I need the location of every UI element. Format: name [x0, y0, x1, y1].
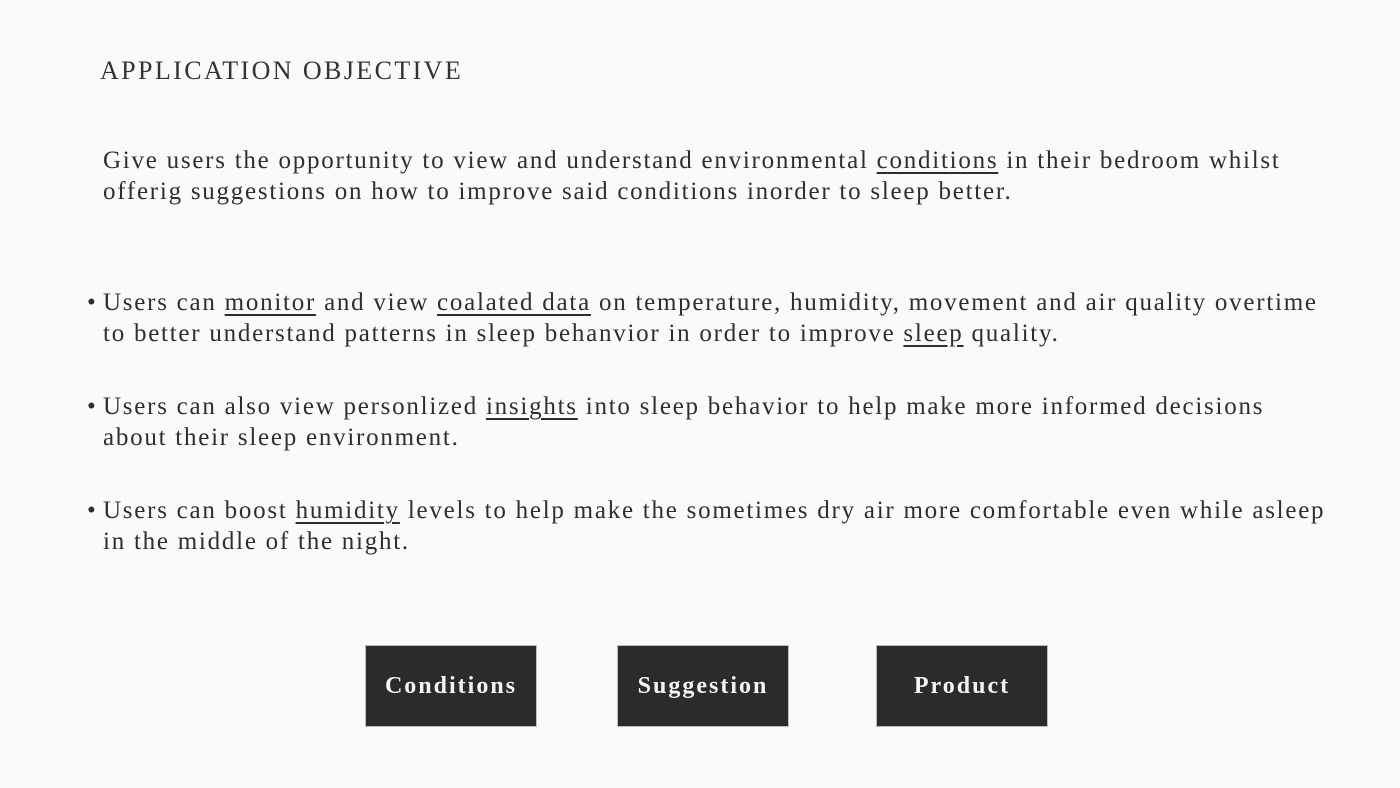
list-item: [87, 288, 1333, 349]
sleep-link[interactable]: sleep: [903, 319, 964, 347]
coalated-data-link[interactable]: coalated data: [437, 289, 591, 316]
conditions-button[interactable]: Conditions: [365, 645, 537, 727]
bullet-text: quality.: [963, 319, 1060, 347]
bullet-text: Users can also view personlized: [103, 393, 486, 420]
conditions-link[interactable]: conditions: [876, 147, 999, 174]
bullet-icon: •: [87, 393, 98, 420]
bullet-icon: •: [87, 497, 98, 524]
bullet-text: on temperature, humidity, movement and air quality overtime to better understand patterns in sleep behanvior in order to improve: [103, 289, 1318, 347]
suggestion-button[interactable]: Suggestion: [617, 645, 789, 727]
bullet-text: levels to help make the sometimes dry air more comfortable even while asleep in the middle of the night.: [103, 497, 1326, 555]
bullet-text: Users can boost: [103, 497, 296, 524]
list-item: [87, 496, 1333, 557]
list-item: [87, 392, 1333, 453]
intro-text: in their bedroom whilst offerig suggestions on how to improve said conditions inorder to sleep better.: [103, 147, 1281, 205]
bullet-icon: •: [87, 289, 98, 316]
bullet-text: Users can: [103, 289, 225, 316]
intro-text: Give users the opportunity to view and understand environmental: [103, 147, 877, 174]
bullet-text: into sleep behavior to help make more informed decisions about their sleep environment.: [103, 393, 1265, 451]
humidity-link[interactable]: humidity: [295, 497, 400, 524]
page-title: APPLICATION OBJECTIVE: [100, 56, 464, 85]
product-button[interactable]: Product: [876, 645, 1048, 727]
insights-link[interactable]: insights: [485, 393, 578, 420]
monitor-link[interactable]: monitor: [224, 289, 317, 316]
intro-paragraph: [103, 146, 1333, 207]
bullet-text: and view: [316, 289, 438, 316]
